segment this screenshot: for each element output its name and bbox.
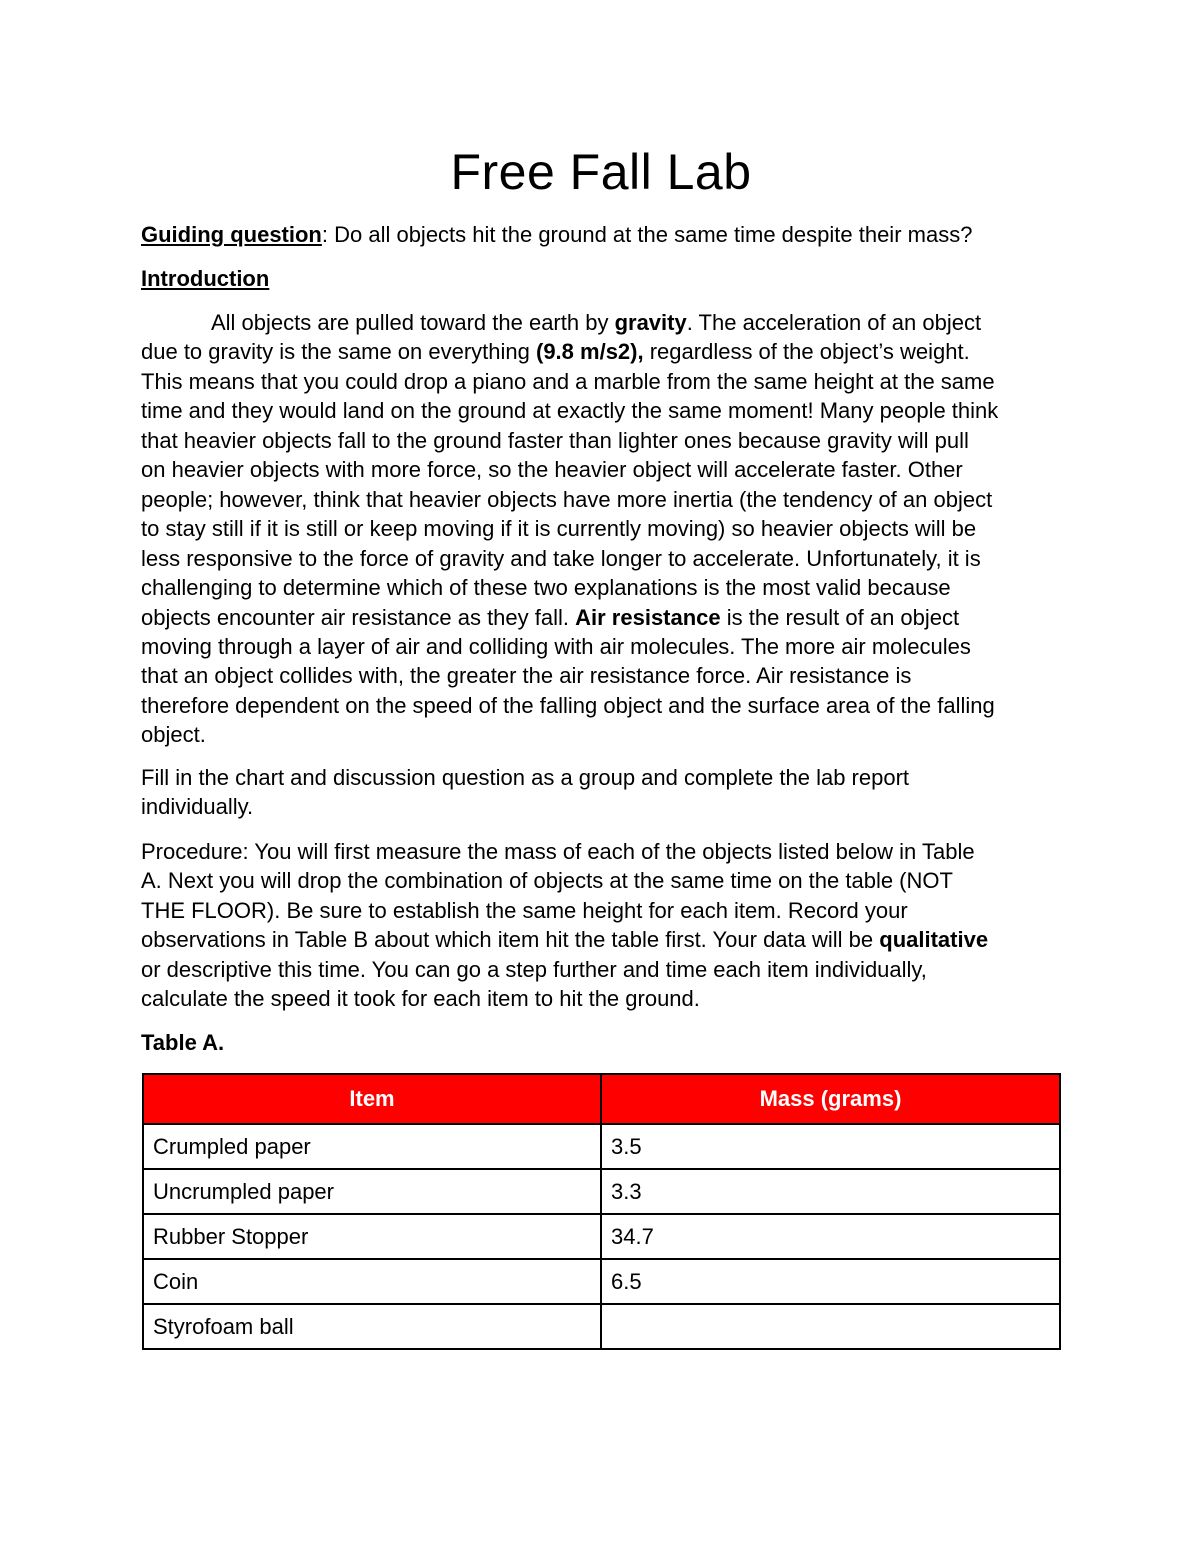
bold-term: qualitative <box>879 927 989 953</box>
text-line: Procedure: You will first measure the mass of each of the objects listed below in Table <box>141 839 975 864</box>
text-line: that an object collides with, the greater the air resistance force. Air resistance is <box>141 663 912 689</box>
text-line: moving through a layer of air and colliding with air molecules. The more air molecules <box>141 633 971 659</box>
bold-term: Air resistance <box>575 604 721 630</box>
text-line: time and they would land on the ground at exactly the same moment! Many people think <box>141 398 999 424</box>
table-row <box>143 1304 1060 1349</box>
text-line: calculate the speed it took for each item to hit the ground. <box>141 986 700 1012</box>
text-line: All objects are pulled toward the earth by gravity. The acceleration of an object <box>211 310 982 335</box>
guiding-question <box>141 220 972 250</box>
mass-cell: 6.5 <box>601 1259 1060 1304</box>
column-header-item: Item <box>143 1074 601 1124</box>
text-line: Fill in the chart and discussion question as a group and complete the lab report <box>141 765 910 790</box>
text-line: observations in Table B about which item hit the table first. Your data will be qualitative <box>141 927 989 953</box>
bold-term: (9.8 m/s2), <box>536 339 644 365</box>
text-line: This means that you could drop a piano and a marble from the same height at the same <box>141 368 995 394</box>
guiding-question-label: Guiding question <box>141 222 322 247</box>
mass-cell <box>601 1304 1060 1349</box>
fill-in-instruction <box>141 763 1061 822</box>
table-row <box>143 1259 1060 1304</box>
guiding-question-text: : Do all objects hit the ground at the same time despite their mass? <box>321 222 973 247</box>
text-line: on heavier objects with more force, so the heavier object will accelerate faster. Other <box>141 457 963 483</box>
text-line: therefore dependent on the speed of the falling object and the surface area of the falling <box>141 692 995 718</box>
procedure-paragraph <box>141 837 1061 1014</box>
text-line: individually. <box>141 794 254 820</box>
item-cell: Uncrumpled paper <box>143 1169 601 1214</box>
mass-cell: 34.7 <box>601 1214 1060 1259</box>
table-row <box>143 1214 1060 1259</box>
table-row <box>143 1124 1060 1169</box>
text-line: challenging to determine which of these two explanations is the most valid because <box>141 575 951 601</box>
text-line: less responsive to the force of gravity and take longer to accelerate. Unfortunately, it is <box>141 545 981 571</box>
item-cell: Rubber Stopper <box>143 1214 601 1259</box>
text-line: THE FLOOR). Be sure to establish the same height for each item. Record your <box>141 897 908 923</box>
text-line: objects encounter air resistance as they fall. Air resistance is the result of an object <box>141 604 960 630</box>
mass-cell: 3.5 <box>601 1124 1060 1169</box>
item-cell: Crumpled paper <box>143 1124 601 1169</box>
text-line: to stay still if it is still or keep moving if it is currently moving) so heavier objects will be <box>141 516 977 542</box>
text-line: that heavier objects fall to the ground faster than lighter ones because gravity will pull <box>141 427 969 453</box>
column-header-mass: Mass (grams) <box>601 1074 1060 1124</box>
text-line: or descriptive this time. You can go a step further and time each item individually, <box>141 956 927 982</box>
text-line: A. Next you will drop the combination of objects at the same time on the table (NOT <box>141 868 953 894</box>
page-title: Free Fall Lab <box>450 144 752 200</box>
text-line: due to gravity is the same on everything (9.8 m/s2), regardless of the object’s weight. <box>141 339 970 365</box>
table-a-label: Table A. <box>141 1030 225 1055</box>
table-row <box>143 1169 1060 1214</box>
introduction-paragraph <box>141 308 1061 750</box>
item-cell: Coin <box>143 1259 601 1304</box>
text-line: object. <box>141 722 206 748</box>
item-cell: Styrofoam ball <box>143 1304 601 1349</box>
mass-cell: 3.3 <box>601 1169 1060 1214</box>
table-header-row <box>143 1074 1060 1124</box>
table-a <box>142 1073 1061 1350</box>
introduction-heading: Introduction <box>141 266 270 291</box>
bold-term: gravity <box>614 310 687 335</box>
text-line: people; however, think that heavier objects have more inertia (the tendency of an object <box>141 486 993 512</box>
